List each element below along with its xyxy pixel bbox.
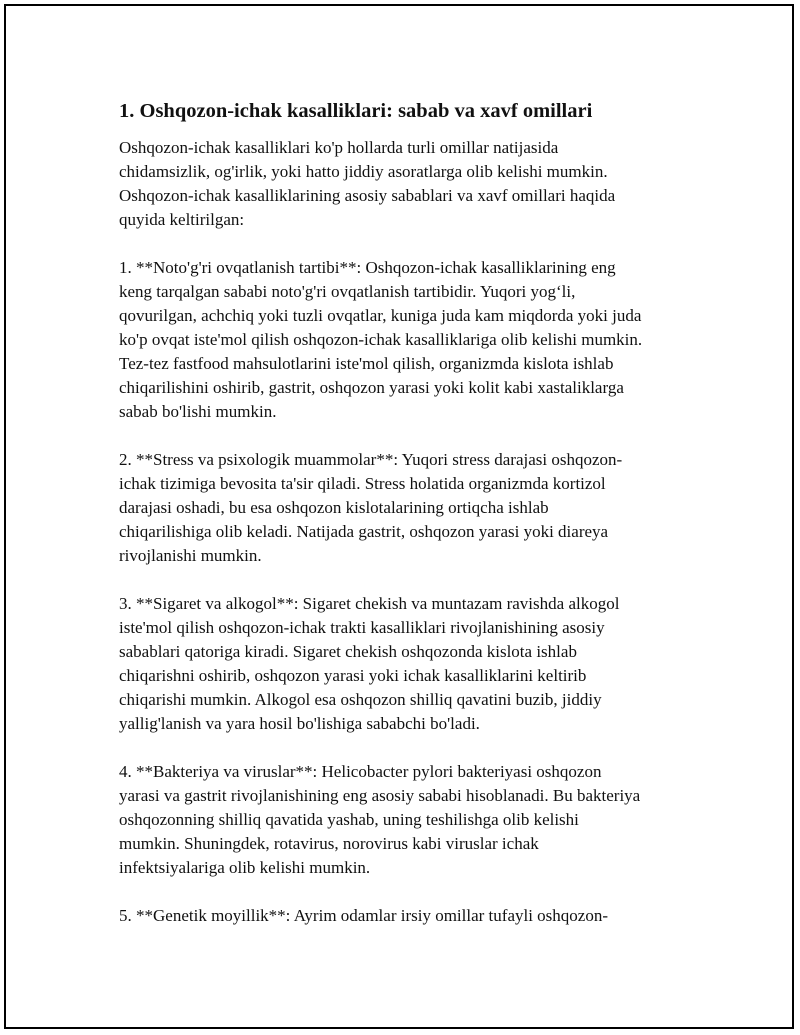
paragraph-gap xyxy=(119,424,679,448)
text-line: infektsiyalariga olib kelishi mumkin. xyxy=(119,858,371,877)
text-line: ichak tizimiga bevosita ta'sir qiladi. Stress holatida organizmda kortizol xyxy=(119,474,606,493)
paragraph-gap xyxy=(119,880,679,904)
text-line: mumkin. Shuningdek, rotavirus, norovirus kabi viruslar ichak xyxy=(119,834,539,853)
text-line: 5. **Genetik moyillik**: Ayrim odamlar irsiy omillar tufayli oshqozon- xyxy=(119,906,609,925)
page-frame xyxy=(4,4,794,1029)
text-line: keng tarqalgan sababi noto'g'ri ovqatlanish tartibidir. Yuqori yog‘li, xyxy=(119,282,576,301)
paragraph-gap xyxy=(119,568,679,592)
text-line: 2. **Stress va psixologik muammolar**: Yuqori stress darajasi oshqozon- xyxy=(119,450,623,469)
document-body xyxy=(119,136,679,928)
document-content xyxy=(119,98,679,928)
text-line: chiqarilishini oshirib, gastrit, oshqozon yarasi yoki kolit kabi xastaliklarga xyxy=(119,378,624,397)
text-line: chiqarishni oshirib, oshqozon yarasi yoki ichak kasalliklarini keltirib xyxy=(119,666,587,685)
text-line: quyida keltirilgan: xyxy=(119,210,245,229)
text-line: iste'mol qilish oshqozon-ichak trakti kasalliklari rivojlanishining asosiy xyxy=(119,618,605,637)
document-title: 1. Oshqozon-ichak kasalliklari: sabab va xavf omillari xyxy=(119,100,593,122)
text-line: Oshqozon-ichak kasalliklari ko'p hollarda turli omillar natijasida xyxy=(119,138,559,157)
paragraph-gap xyxy=(119,736,679,760)
paragraph-item-4 xyxy=(119,760,679,880)
text-line: ko'p ovqat iste'mol qilish oshqozon-ichak kasalliklariga olib kelishi mumkin. xyxy=(119,330,643,349)
paragraph-item-2 xyxy=(119,448,679,568)
text-line: chiqarilishiga olib keladi. Natijada gastrit, oshqozon yarasi yoki diareya xyxy=(119,522,609,541)
text-line: sabablari qatoriga kiradi. Sigaret chekish oshqozonda kislota ishlab xyxy=(119,642,577,661)
paragraph-intro xyxy=(119,136,679,232)
text-line: Tez-tez fastfood mahsulotlarini iste'mol qilish, organizmda kislota ishlab xyxy=(119,354,614,373)
text-line: chiqarishi mumkin. Alkogol esa oshqozon shilliq qavatini buzib, jiddiy xyxy=(119,690,602,709)
text-line: 1. **Noto'g'ri ovqatlanish tartibi**: Oshqozon-ichak kasalliklarining eng xyxy=(119,258,616,277)
text-line: darajasi oshadi, bu esa oshqozon kislotalarining ortiqcha ishlab xyxy=(119,498,549,517)
text-line: sabab bo'lishi mumkin. xyxy=(119,402,277,421)
text-line: yarasi va gastrit rivojlanishining eng asosiy sababi hisoblanadi. Bu bakteriya xyxy=(119,786,641,805)
paragraph-item-3 xyxy=(119,592,679,736)
paragraph-item-5 xyxy=(119,904,679,928)
paragraph-gap xyxy=(119,232,679,256)
paragraph-item-1 xyxy=(119,256,679,424)
text-line: yallig'lanish va yara hosil bo'lishiga sababchi bo'ladi. xyxy=(119,714,480,733)
text-line: rivojlanishi mumkin. xyxy=(119,546,262,565)
text-line: Oshqozon-ichak kasalliklarining asosiy sabablari va xavf omillari haqida xyxy=(119,186,616,205)
text-line: 4. **Bakteriya va viruslar**: Helicobacter pylori bakteriyasi oshqozon xyxy=(119,762,602,781)
text-line: oshqozonning shilliq qavatida yashab, uning teshilishga olib kelishi xyxy=(119,810,579,829)
text-line: qovurilgan, achchiq yoki tuzli ovqatlar, kuniga juda kam miqdorda yoki juda xyxy=(119,306,642,325)
text-line: chidamsizlik, og'irlik, yoki hatto jiddiy asoratlarga olib kelishi mumkin. xyxy=(119,162,608,181)
text-line: 3. **Sigaret va alkogol**: Sigaret chekish va muntazam ravishda alkogol xyxy=(119,594,620,613)
